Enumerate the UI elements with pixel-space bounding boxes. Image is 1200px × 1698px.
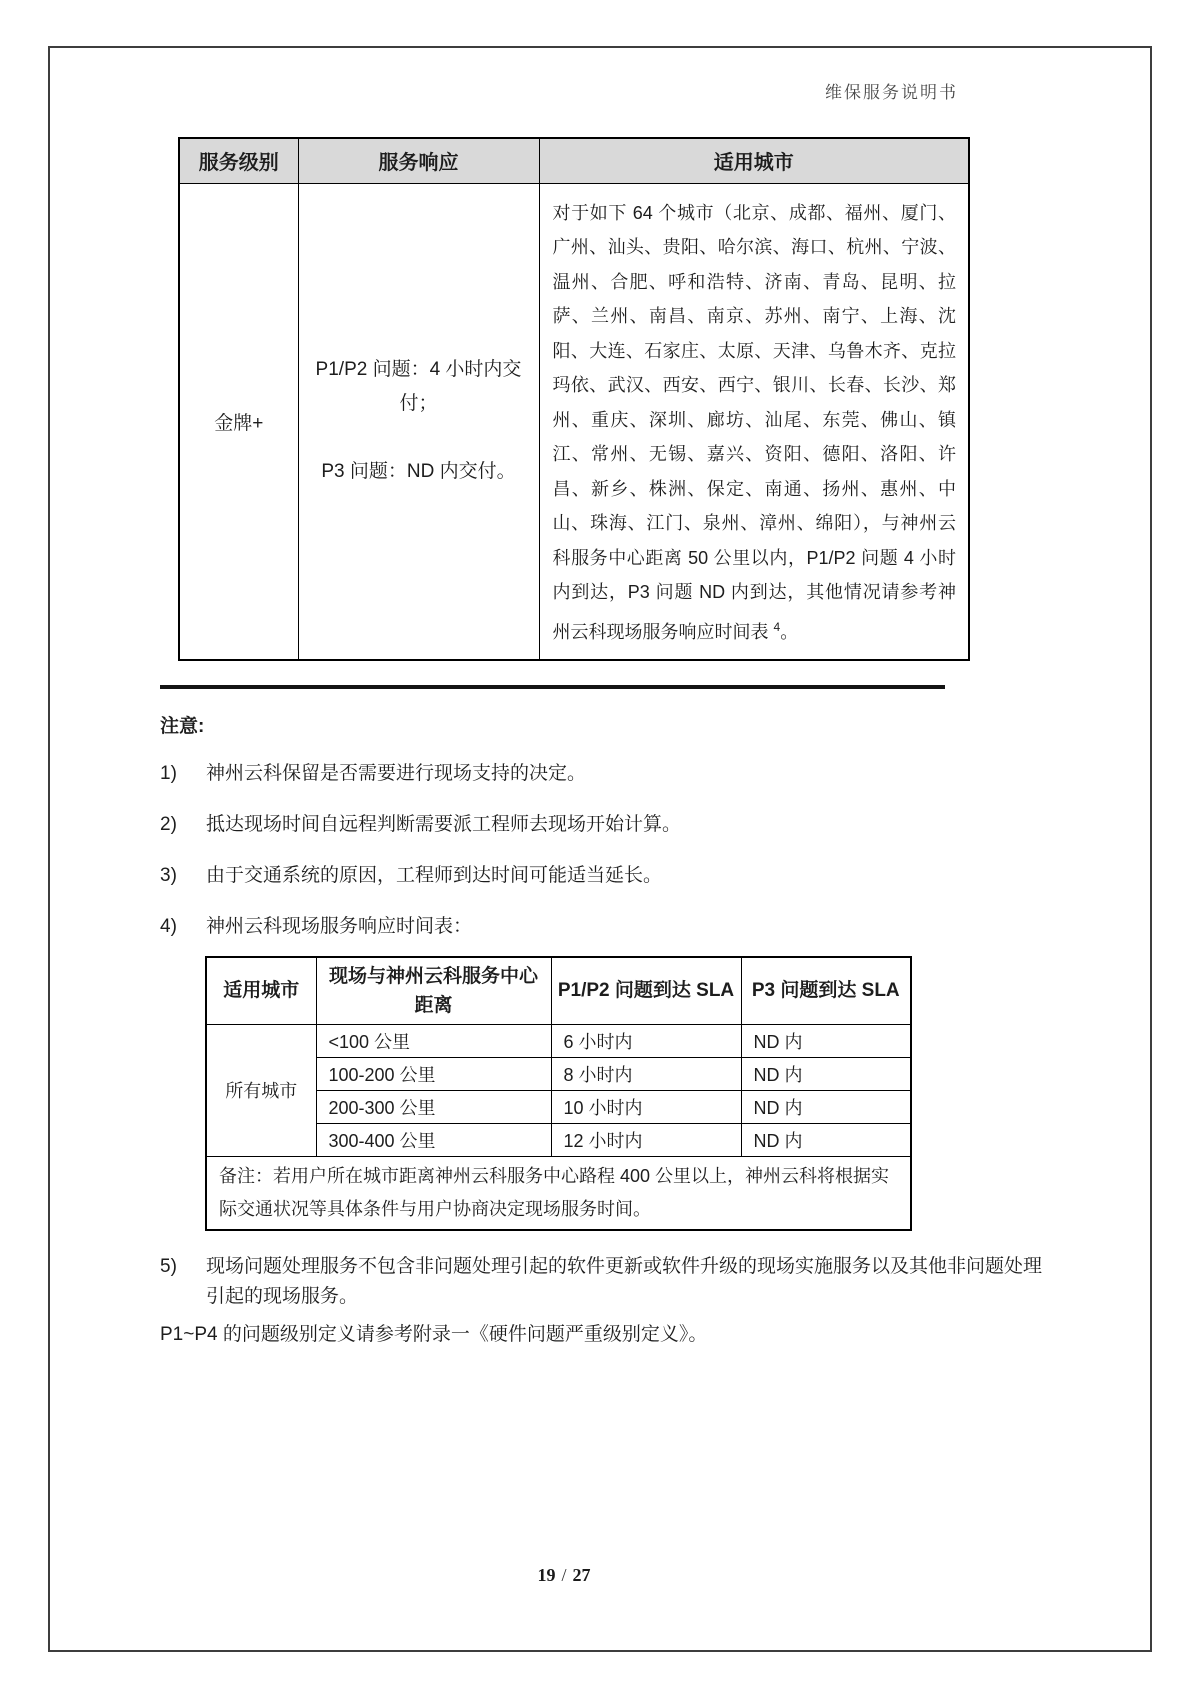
footnote-reference: 4 — [773, 619, 781, 634]
note-item-3 — [160, 861, 1060, 891]
cities-text-end: 。 — [780, 621, 799, 642]
col-header-city-scope: 适用城市 — [206, 957, 316, 1025]
distance-cell: 300-400 公里 — [316, 1123, 551, 1156]
col-header-service-level: 服务级别 — [179, 138, 298, 183]
sla-table-remark-row — [206, 1156, 911, 1230]
note-text: 神州云科保留是否需要进行现场支持的决定。 — [206, 762, 587, 784]
note-text: 神州云科现场服务响应时间表： — [206, 915, 473, 937]
sla-table-row — [206, 1024, 911, 1057]
page-footer — [160, 1565, 968, 1586]
p3-sla-cell: ND 内 — [741, 1024, 911, 1057]
service-level-cell: 金牌+ — [179, 183, 298, 660]
response-p3: P3 问题：ND 内交付。 — [321, 461, 516, 483]
sla-response-time-table — [205, 956, 912, 1231]
page-number-separator: / — [561, 1565, 567, 1585]
note-text: 现场问题处理服务不包含非问题处理引起的软件更新或软件升级的现场实施服务以及其他非问题处理引起的现场服务。 — [206, 1255, 1043, 1307]
col-header-applicable-cities: 适用城市 — [539, 138, 969, 183]
col-header-distance: 现场与神州云科服务中心距离 — [316, 957, 551, 1025]
service-response-cell — [298, 183, 539, 660]
p3-sla-cell: ND 内 — [741, 1057, 911, 1090]
col-header-service-response: 服务响应 — [298, 138, 539, 183]
note-item-1 — [160, 759, 1060, 789]
distance-cell: <100 公里 — [316, 1024, 551, 1057]
city-scope-cell: 所有城市 — [206, 1024, 316, 1156]
distance-cell: 200-300 公里 — [316, 1090, 551, 1123]
cities-text: 对于如下 64 个城市（北京、成都、福州、厦门、广州、汕头、贵阳、哈尔滨、海口、杭州、宁波、温州、合肥、呼和浩特、济南、青岛、昆明、拉萨、兰州、南昌、南京、苏州、南宁、上海、沈阳、大连、石家庄、太原、天津、乌鲁木齐、克拉玛依、武汉、西安、西宁、银川、长春、长沙、郑州、重庆、深圳、廊坊、汕尾、东莞、佛山、镇江、常州、无锡、嘉兴、资阳、德阳、洛阳、许昌、新乡、株洲、保定、南通、扬州、惠州、中山、珠海、江门、泉州、漳州、绵阳），与神州云科服务中心距离 50 公里以内，P1/P2 问题 4 小时内到达，P3 问题 ND 内到达，其他情况请参考神州云科现场服务响应时间表 — [552, 202, 956, 642]
note-text: 抵达现场时间自远程判断需要派工程师去现场开始计算。 — [206, 813, 682, 835]
total-page-count: 27 — [572, 1565, 591, 1585]
note-number: 2) — [160, 813, 177, 835]
current-page-number: 19 — [537, 1565, 556, 1585]
page-content — [160, 0, 1043, 1350]
appendix-reference-note: P1~P4 的问题级别定义请参考附录一《硬件问题严重级别定义》。 — [160, 1323, 708, 1345]
note-number: 1) — [160, 762, 177, 784]
sla-table-header-row — [206, 957, 911, 1025]
note-text: 由于交通系统的原因，工程师到达时间可能适当延长。 — [206, 864, 663, 886]
distance-cell: 100-200 公里 — [316, 1057, 551, 1090]
note-item-4 — [160, 912, 1060, 942]
applicable-cities-cell — [539, 183, 969, 660]
note-number: 5) — [160, 1255, 177, 1277]
col-header-p3-sla: P3 问题到达 SLA — [741, 957, 911, 1025]
col-header-p12-sla: P1/P2 问题到达 SLA — [551, 957, 741, 1025]
service-table-row-gold-plus — [179, 183, 969, 660]
note-item-2 — [160, 810, 1060, 840]
response-p1p2: P1/P2 问题：4 小时内交付； — [315, 359, 522, 415]
section-divider-rule — [160, 685, 945, 689]
p3-sla-cell: ND 内 — [741, 1090, 911, 1123]
notes-title: 注意: — [160, 715, 205, 737]
note-number: 3) — [160, 864, 177, 886]
p12-sla-cell: 10 小时内 — [551, 1090, 741, 1123]
service-level-table — [178, 137, 970, 661]
note-item-5 — [160, 1252, 1060, 1312]
p3-sla-cell: ND 内 — [741, 1123, 911, 1156]
p12-sla-cell: 6 小时内 — [551, 1024, 741, 1057]
p12-sla-cell: 8 小时内 — [551, 1057, 741, 1090]
p12-sla-cell: 12 小时内 — [551, 1123, 741, 1156]
remark-cell: 备注：若用户所在城市距离神州云科服务中心路程 400 公里以上，神州云科将根据实际交通状况等具体条件与用户协商决定现场服务时间。 — [206, 1156, 911, 1230]
document-title: 维保服务说明书 — [825, 83, 958, 102]
service-table-header-row — [179, 138, 969, 183]
document-header — [160, 78, 968, 103]
note-number: 4) — [160, 915, 177, 937]
